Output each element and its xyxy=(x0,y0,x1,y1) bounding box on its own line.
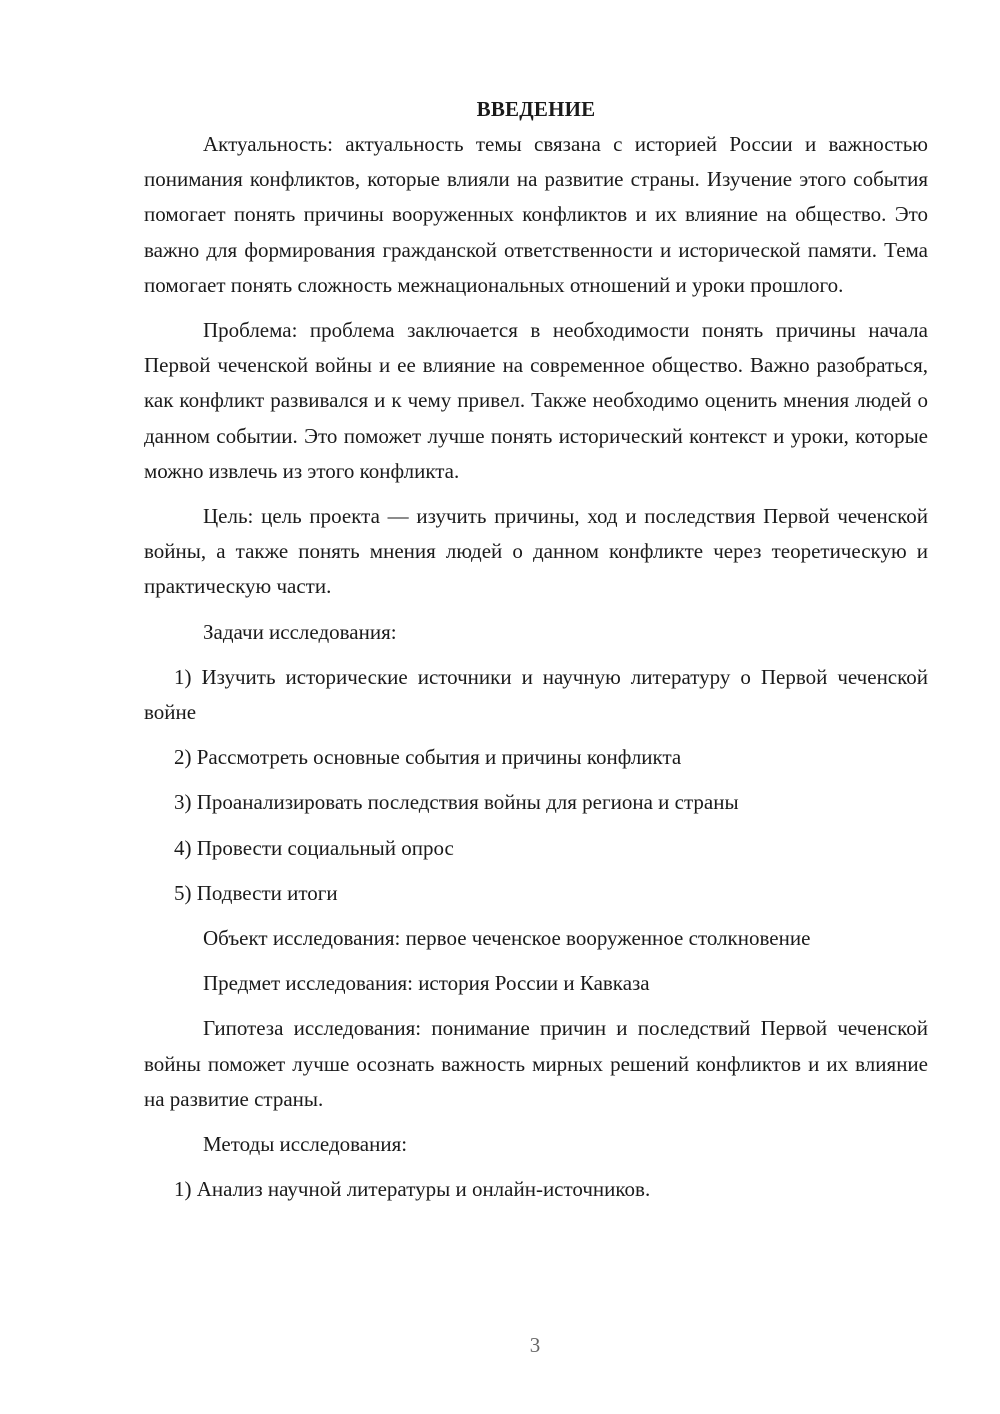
task-item-1: 1) Изучить исторические источники и научную литературу о Первой чеченской войне xyxy=(144,664,928,725)
method-item-1: 1) Анализ научной литературы и онлайн-источников. xyxy=(174,1177,651,1202)
relevance-paragraph: Актуальность: актуальность темы связана с историей России и важностью понимания конфликтов, которые влияли на развитие страны. Изучение этого события помогает понять причины вооруженных конфликтов и их влияние на общество. Это важно для формирования гражданской ответственности и исторической памяти. Тема помогает понять сложность межнациональных отношений и уроки прошлого. xyxy=(144,132,928,297)
research-object: Объект исследования: первое чеченское вооруженное столкновение xyxy=(203,926,811,951)
page-number: 3 xyxy=(529,1333,541,1357)
tasks-title: Задачи исследования: xyxy=(203,619,397,644)
methods-title: Методы исследования: xyxy=(203,1132,408,1157)
problem-paragraph: Проблема: проблема заключается в необходимости понять причины начала Первой чеченской войны и ее влияние на современное общество. Важно разобраться, как конфликт развивался и к чему привел. Также необходимо оценить мнения людей о данном событии. Это поможет лучше понять исторический контекст и уроки, которые можно извлечь из этого конфликта. xyxy=(144,318,928,483)
task-item-3: 3) Проанализировать последствия войны для региона и страны xyxy=(174,790,739,815)
hypothesis-paragraph: Гипотеза исследования: понимание причин и последствий Первой чеченской войны поможет лучше осознать важность мирных решений конфликтов и их влияние на развитие страны. xyxy=(144,1016,928,1111)
goal-paragraph: Цель: цель проекта — изучить причины, ход и последствия Первой чеченской войны, а также понять мнения людей о данном конфликте через теоретическую и практическую части. xyxy=(144,504,928,599)
document-page xyxy=(144,92,928,1217)
task-item-5: 5) Подвести итоги xyxy=(174,880,338,905)
section-heading: ВВЕДЕНИЕ xyxy=(476,97,596,121)
research-subject: Предмет исследования: история России и Кавказа xyxy=(203,971,650,996)
task-item-4: 4) Провести социальный опрос xyxy=(174,835,454,860)
task-item-2: 2) Рассмотреть основные события и причины конфликта xyxy=(174,745,682,770)
